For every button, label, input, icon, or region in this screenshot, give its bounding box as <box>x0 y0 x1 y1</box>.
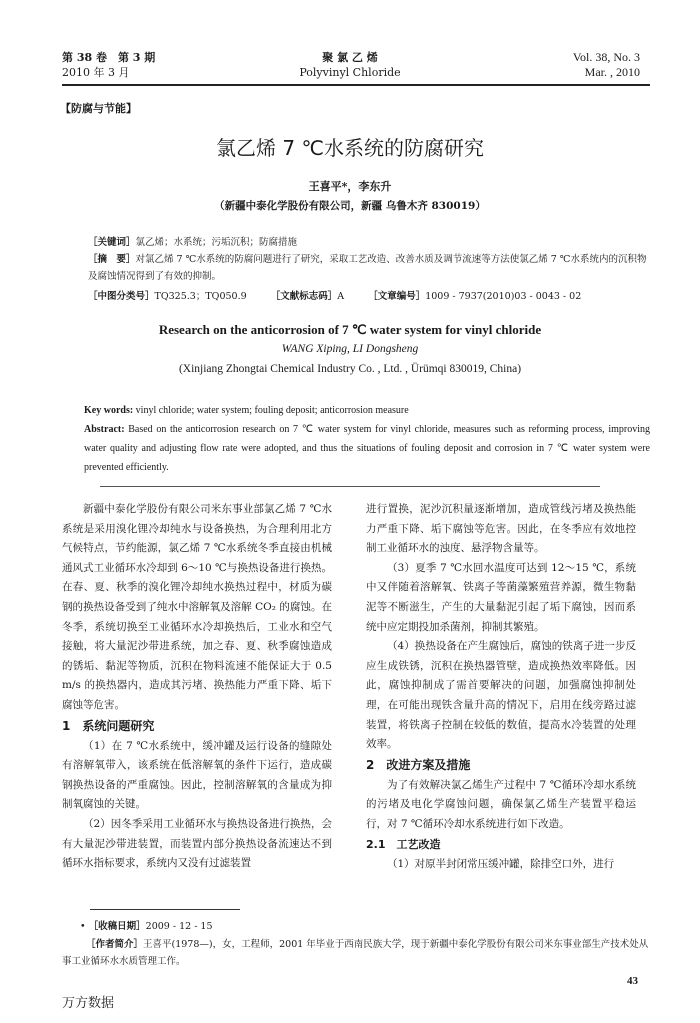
keywords-cn <box>88 234 648 251</box>
page-number: 43 <box>627 975 638 987</box>
section-2-1-heading: 2.1 工艺改造 <box>366 837 441 851</box>
abstract-cn-label: ［摘 要］ <box>88 254 136 265</box>
keywords-cn-label: ［关键词］ <box>88 237 136 248</box>
paragraph-1-1: （1）在 7 ℃水系统中，缓冲罐及运行设备的缝隙处有溶解氧带入，该系统在低溶解氧的条件下运行，造成碳钢换热设备的严重腐蚀。因此，控制溶解氧的含量成为抑制氧腐蚀的关键。 <box>62 739 332 811</box>
section-2-heading: 2 改进方案及措施 <box>366 757 471 772</box>
header-date: 2010 年 3 月 <box>62 66 130 79</box>
author-bio-text: 王喜平(1978—)，女，工程师，2001 年毕业于西南民族大学，现于新疆中泰化学股份有限公司米东事业部生产技术处从事工业循环水水质管理工作。 <box>62 939 649 967</box>
bullet-icon: • <box>80 921 86 932</box>
doc-code-label: ［文献标志码］ <box>270 291 338 302</box>
article-no-value: 1009 - 7937(2010)03 - 0043 - 02 <box>425 291 582 302</box>
keywords-en-label: Key words: <box>84 405 134 416</box>
affiliation-cn: （新疆中泰化学股份有限公司，新疆 乌鲁木齐 830019） <box>214 200 486 212</box>
keywords-cn-text: 氯乙烯；水系统；污垢沉积；防腐措施 <box>135 237 298 248</box>
clc-label: ［中图分类号］ <box>88 291 155 302</box>
doc-code-value: A <box>337 291 345 302</box>
keywords-en <box>84 401 650 420</box>
footnote-rule <box>90 909 240 910</box>
paragraph-1-3: （3）夏季 7 ℃水回水温度可达到 12～15 ℃，系统中又伴随着溶解氧、铁离子等菌藻繁殖营养源，微生物黏泥等不断滋生，产生的大量黏泥引起了垢下腐蚀，因而系统中应定期投加杀菌剂，抑制其繁殖。 <box>366 561 636 633</box>
authors-en: WANG Xiping, LI Dongsheng <box>281 343 419 355</box>
header-volume-issue: 第 38 卷 第 3 期 <box>62 51 156 64</box>
paragraph-1-4: （4）换热设备在产生腐蚀后，腐蚀的铁离子进一步反应生成铁锈，沉积在换热器管壁，造成换热效率降低。因此，腐蚀抑制成了需首要解决的问题，加强腐蚀抑制处理，在可能出现铁含量升高的情况下，启用在线旁路过滤装置，将铁离子控制在较低的数值，提高水冷装置的处理效率。 <box>366 640 636 751</box>
page-title: 氯乙烯 7 ℃水系统的防腐研究 <box>216 136 484 160</box>
section-1-heading: 1 系统问题研究 <box>62 718 155 733</box>
paragraph-1-2-cont: 进行置换，泥沙沉积量逐渐增加，造成管线污堵及换热能力严重下降、垢下腐蚀等危害。因此，在冬季应有效地控制工业循环水的浊度、悬浮物含量等。 <box>366 503 636 555</box>
header-journal-cn: 聚 氯 乙 烯 <box>322 51 378 64</box>
abstract-rule <box>100 486 600 487</box>
abstract-cn <box>88 251 648 285</box>
received-date <box>80 918 670 935</box>
abstract-cn-text: 对氯乙烯 7 ℃水系统的防腐问题进行了研究，采取工艺改造、改善水质及调节流速等方法使氯乙烯 7 ℃水系统内的沉积物及腐蚀情况得到了有效的抑制。 <box>88 254 647 282</box>
section-tag: 【防腐与节能】 <box>60 102 137 115</box>
paragraph-1-2: （2）因冬季采用工业循环水与换热设备进行换热，会有大量泥沙带进装置，而装置内部分换热设备流速达不到循环水指标要求，系统内又没有过滤装置 <box>62 817 332 870</box>
watermark: 万方数据 <box>62 996 115 1011</box>
author-bio <box>62 936 652 970</box>
authors-cn: 王喜平*，李东升 <box>308 180 392 193</box>
header-volume-en: Vol. 38, No. 3 <box>572 50 640 64</box>
body-right-column <box>366 500 636 874</box>
keywords-en-text: vinyl chloride; water system; fouling deposit; anticorrosion measure <box>135 405 409 416</box>
paragraph-2-1: （1）对原半封闭常压缓冲罐，除排空口外，进行 <box>387 857 615 870</box>
affiliation-en: (Xinjiang Zhongtai Chemical Industry Co. , Ltd. , Ürümqi 830019, China) <box>178 363 522 375</box>
author-bio-label: ［作者简介］ <box>86 939 144 950</box>
article-no-label: ［文章编号］ <box>368 291 426 302</box>
abstract-en-text: Based on the anticorrosion research on 7 ℃ water system for vinyl chloride, measures such as reforming process, improving water quality and adjusting flow rate were adopted, and thus the situations of fouling deposit and corrosion in 7 ℃ water system were prevented efficiently. <box>84 424 651 473</box>
received-label: ［收稿日期］ <box>88 921 146 932</box>
abstract-en-label: Abstract: <box>84 424 125 435</box>
received-value: 2009 - 12 - 15 <box>145 921 213 932</box>
header-rule <box>62 84 650 86</box>
abstract-en <box>84 420 650 477</box>
paragraph-2: 为了有效解决氯乙烯生产过程中 7 ℃循环冷却水系统的污堵及电化学腐蚀问题，确保氯乙烯生产装置平稳运行，对 7 ℃循环冷却水系统进行如下改造。 <box>366 778 636 830</box>
classification-line <box>88 288 648 305</box>
title-en: Research on the anticorrosion of 7 ℃ water system for vinyl chloride <box>158 322 542 337</box>
header-journal-en: Polyvinyl Chloride <box>299 66 401 79</box>
intro-paragraph: 新疆中泰化学股份有限公司米东事业部氯乙烯 7 ℃水系统是采用溴化锂冷却纯水与设备换热，为合理利用北方气候特点，节约能源，氯乙烯 7 ℃水系统冬季直接由机械通风式工业循环水冷却到 6～10 ℃与换热设备进行换热。在春、夏、秋季的溴化锂冷却纯水换热过程中，材质为碳钢的换热设备受到了纯水中溶解氧及溶解 CO₂ 的腐蚀。在冬季，系统切换至工业循环水冷却换热后，工业水和空气接触，将大量泥沙带进系统，加之春、夏、秋季腐蚀造成的锈垢、黏泥等物质，沉积在物料流速不能保证大于 0.5 m/s 的换热器内，造成其污堵、换热能力严重下降、垢下腐蚀等危害。 <box>62 503 332 711</box>
header-date-en: Mar. , 2010 <box>584 65 640 79</box>
clc-value: TQ325.3；TQ050.9 <box>154 291 247 302</box>
body-left-column <box>62 500 332 874</box>
